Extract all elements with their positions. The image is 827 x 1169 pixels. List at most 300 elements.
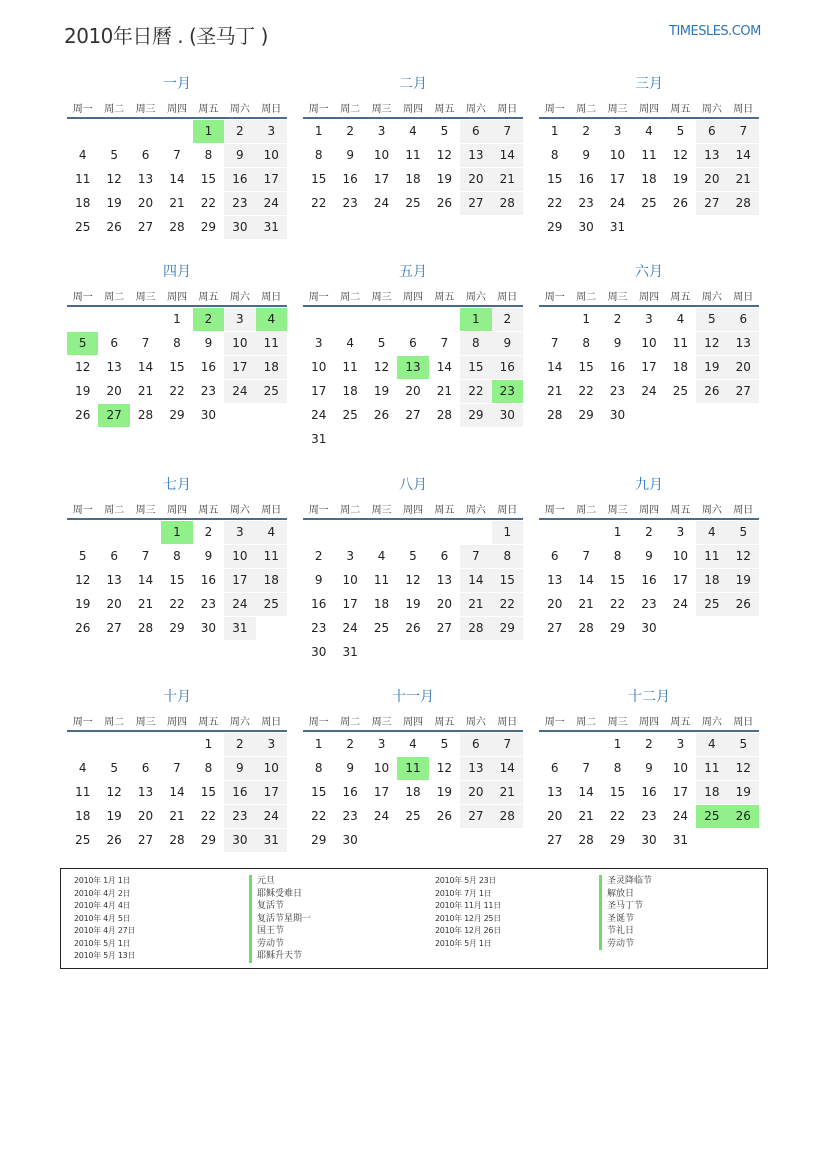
month-name: 一月 xyxy=(163,76,191,92)
day-cell: 23 xyxy=(311,621,327,635)
day-cell: 25 xyxy=(75,833,91,847)
day-cell: 12 xyxy=(696,332,727,355)
legend-date: 2010年 5月 1日 xyxy=(74,938,131,948)
header-rule xyxy=(539,730,759,732)
day-cell: 26 xyxy=(696,380,727,403)
day-cell: 1 xyxy=(613,737,622,751)
day-cell: 31 xyxy=(256,216,287,239)
day-cell: 30 xyxy=(200,408,217,422)
header-rule xyxy=(303,518,523,520)
header-rule xyxy=(539,117,759,119)
weekday-label: 周五 xyxy=(198,104,219,115)
day-cell: 16 xyxy=(641,785,657,799)
day-cell: 23 xyxy=(200,597,217,611)
day-cell: 28 xyxy=(436,408,453,422)
weekday-label: 周四 xyxy=(402,717,423,728)
weekday-label: 周日 xyxy=(261,505,282,516)
day-cell: 18 xyxy=(256,569,287,592)
day-cell: 28 xyxy=(578,621,594,635)
holiday-day-cell: 25 xyxy=(696,805,727,828)
day-cell: 17 xyxy=(609,172,626,186)
weekday-label: 周三 xyxy=(371,505,392,516)
day-cell: 10 xyxy=(256,144,287,167)
day-cell: 18 xyxy=(256,356,287,379)
weekday-label: 周五 xyxy=(434,505,455,516)
day-cell: 1 xyxy=(613,525,622,539)
weekday-label: 周三 xyxy=(135,292,156,303)
day-cell: 21 xyxy=(578,809,594,823)
day-cell: 11 xyxy=(75,172,91,186)
day-cell: 30 xyxy=(224,216,255,239)
day-cell: 7 xyxy=(492,120,523,143)
month-name: 十一月 xyxy=(392,689,434,705)
day-cell: 8 xyxy=(173,549,181,563)
day-cell: 13 xyxy=(460,144,491,167)
day-cell: 5 xyxy=(409,549,417,563)
weekday-label: 周日 xyxy=(261,104,282,115)
day-cell: 16 xyxy=(609,360,626,374)
day-cell: 29 xyxy=(169,621,185,635)
day-cell: 22 xyxy=(609,597,626,611)
day-cell: 30 xyxy=(200,621,217,635)
day-cell: 15 xyxy=(547,172,563,186)
header-rule xyxy=(539,305,759,307)
day-cell: 8 xyxy=(173,336,181,350)
header-rule xyxy=(539,518,759,520)
weekday-label: 周四 xyxy=(638,717,659,728)
day-cell: 18 xyxy=(75,196,91,210)
weekday-label: 周六 xyxy=(229,104,250,115)
day-cell: 31 xyxy=(672,833,689,847)
weekday-label: 周二 xyxy=(576,292,597,303)
day-cell: 20 xyxy=(547,809,563,823)
day-cell: 4 xyxy=(78,148,87,162)
day-cell: 27 xyxy=(436,621,453,635)
weekday-label: 周四 xyxy=(638,292,659,303)
day-cell: 4 xyxy=(346,336,354,350)
day-cell: 15 xyxy=(492,569,523,592)
month-name: 七月 xyxy=(163,477,191,493)
day-cell: 8 xyxy=(204,148,213,162)
day-cell: 19 xyxy=(728,569,759,592)
weekday-label: 周一 xyxy=(72,104,93,115)
day-cell: 24 xyxy=(373,809,390,823)
day-cell: 4 xyxy=(78,761,87,775)
weekday-label: 周日 xyxy=(733,292,754,303)
weekday-label: 周六 xyxy=(701,717,722,728)
weekday-label: 周四 xyxy=(638,104,659,115)
day-cell: 24 xyxy=(672,597,689,611)
day-cell: 21 xyxy=(492,168,523,191)
day-cell: 21 xyxy=(578,597,594,611)
day-cell: 26 xyxy=(106,220,122,234)
weekday-label: 周五 xyxy=(198,717,219,728)
day-cell: 10 xyxy=(672,549,689,563)
weekday-label: 周四 xyxy=(166,104,187,115)
day-cell: 2 xyxy=(224,733,255,756)
day-cell: 5 xyxy=(377,336,386,350)
day-cell: 12 xyxy=(75,360,91,374)
day-cell: 15 xyxy=(169,573,185,587)
day-cell: 16 xyxy=(224,168,255,191)
day-cell: 13 xyxy=(460,757,491,780)
day-cell: 6 xyxy=(440,549,449,563)
day-cell: 26 xyxy=(436,196,453,210)
legend-holiday-name: 节礼日 xyxy=(599,925,652,938)
day-cell: 23 xyxy=(224,192,255,215)
day-cell: 7 xyxy=(728,120,759,143)
day-cell: 22 xyxy=(200,196,217,210)
weekday-label: 周一 xyxy=(544,505,565,516)
day-cell: 26 xyxy=(75,621,91,635)
day-cell: 9 xyxy=(204,336,213,350)
day-cell: 3 xyxy=(676,525,685,539)
day-cell: 25 xyxy=(256,593,287,616)
day-cell: 20 xyxy=(460,168,491,191)
weekday-label: 周日 xyxy=(733,104,754,115)
day-cell: 5 xyxy=(110,761,118,775)
day-cell: 15 xyxy=(609,573,626,587)
weekday-label: 周三 xyxy=(607,505,628,516)
holiday-day-cell: 4 xyxy=(256,308,287,331)
legend-left-dates xyxy=(74,875,135,963)
day-cell: 8 xyxy=(314,148,323,162)
day-cell: 31 xyxy=(224,617,255,640)
day-cell: 16 xyxy=(200,573,217,587)
day-cell: 26 xyxy=(436,809,453,823)
day-cell: 17 xyxy=(311,384,327,398)
day-cell: 24 xyxy=(256,192,287,215)
weekday-label: 周三 xyxy=(371,292,392,303)
day-cell: 10 xyxy=(224,545,255,568)
day-cell: 25 xyxy=(641,196,657,210)
month-name: 三月 xyxy=(635,76,663,92)
day-cell: 10 xyxy=(641,336,657,350)
day-cell: 22 xyxy=(169,384,185,398)
day-cell: 19 xyxy=(405,597,421,611)
weekday-label: 周六 xyxy=(465,104,486,115)
weekday-label: 周一 xyxy=(308,505,329,516)
weekday-label: 周六 xyxy=(229,292,250,303)
day-cell: 19 xyxy=(728,781,759,804)
weekday-label: 周五 xyxy=(198,292,219,303)
day-cell: 10 xyxy=(373,761,390,775)
day-cell: 17 xyxy=(256,168,287,191)
day-cell: 16 xyxy=(492,356,523,379)
day-cell: 15 xyxy=(609,785,626,799)
day-cell: 20 xyxy=(106,597,122,611)
day-cell: 20 xyxy=(137,809,154,823)
day-cell: 24 xyxy=(609,196,626,210)
day-cell: 12 xyxy=(106,172,122,186)
weekday-label: 周一 xyxy=(72,292,93,303)
day-cell: 2 xyxy=(492,308,523,331)
weekday-label: 周一 xyxy=(308,292,329,303)
legend-date: 2010年 4月 5日 xyxy=(74,913,131,923)
day-cell: 29 xyxy=(609,621,626,635)
day-cell: 17 xyxy=(672,785,689,799)
day-cell: 14 xyxy=(492,144,523,167)
day-cell: 14 xyxy=(492,757,523,780)
day-cell: 2 xyxy=(645,737,653,751)
day-cell: 8 xyxy=(314,761,323,775)
day-cell: 19 xyxy=(106,809,122,823)
day-cell: 25 xyxy=(696,593,727,616)
day-cell: 24 xyxy=(342,621,358,635)
day-cell: 22 xyxy=(609,809,626,823)
day-cell: 13 xyxy=(728,332,759,355)
day-cell: 2 xyxy=(224,120,255,143)
weekday-label: 周五 xyxy=(670,505,691,516)
day-cell: 11 xyxy=(373,573,390,587)
day-cell: 11 xyxy=(405,148,421,162)
day-cell: 14 xyxy=(169,785,185,799)
day-cell: 17 xyxy=(342,597,358,611)
day-cell: 5 xyxy=(676,124,685,138)
day-cell: 3 xyxy=(377,124,386,138)
day-cell: 2 xyxy=(645,525,653,539)
weekday-label: 周三 xyxy=(607,292,628,303)
day-cell: 30 xyxy=(641,621,657,635)
page-title: 2010年日曆 . (圣马丁 ) xyxy=(64,24,268,48)
day-cell: 15 xyxy=(169,360,185,374)
day-cell: 21 xyxy=(169,196,185,210)
day-cell: 21 xyxy=(728,168,759,191)
day-cell: 28 xyxy=(169,220,185,234)
day-cell: 29 xyxy=(200,220,217,234)
day-cell: 3 xyxy=(256,733,287,756)
weekday-label: 周日 xyxy=(733,717,754,728)
day-cell: 29 xyxy=(200,833,217,847)
day-cell: 6 xyxy=(110,336,118,350)
day-cell: 2 xyxy=(314,549,323,563)
day-cell: 5 xyxy=(696,308,727,331)
day-cell: 31 xyxy=(342,645,358,659)
day-cell: 5 xyxy=(78,549,87,563)
weekday-label: 周四 xyxy=(166,717,187,728)
day-cell: 10 xyxy=(609,148,626,162)
holiday-day-cell: 11 xyxy=(397,757,428,780)
weekday-label: 周二 xyxy=(104,292,125,303)
day-cell: 17 xyxy=(224,356,255,379)
day-cell: 29 xyxy=(547,220,563,234)
day-cell: 12 xyxy=(728,757,759,780)
legend-date: 2010年 4月 4日 xyxy=(74,901,131,910)
day-cell: 24 xyxy=(224,593,255,616)
day-cell: 19 xyxy=(436,172,453,186)
day-cell: 3 xyxy=(645,312,653,326)
day-cell: 1 xyxy=(314,737,323,751)
weekday-label: 周五 xyxy=(670,717,691,728)
day-cell: 11 xyxy=(75,785,91,799)
day-cell: 5 xyxy=(728,733,759,756)
day-cell: 20 xyxy=(436,597,453,611)
day-cell: 20 xyxy=(547,597,563,611)
day-cell: 8 xyxy=(460,332,491,355)
day-cell: 16 xyxy=(311,597,327,611)
day-cell: 1 xyxy=(582,312,590,326)
header-rule xyxy=(67,117,287,119)
month-name: 五月 xyxy=(399,264,427,280)
day-cell: 24 xyxy=(224,380,255,403)
weekday-label: 周六 xyxy=(465,717,486,728)
day-cell: 6 xyxy=(696,120,727,143)
day-cell: 2 xyxy=(582,124,590,138)
day-cell: 27 xyxy=(460,192,491,215)
day-cell: 7 xyxy=(173,148,181,162)
day-cell: 3 xyxy=(377,737,386,751)
day-cell: 13 xyxy=(436,573,453,587)
legend-holiday-name: 劳动节 xyxy=(599,938,652,951)
day-cell: 18 xyxy=(641,172,657,186)
day-cell: 18 xyxy=(373,597,390,611)
day-cell: 9 xyxy=(224,144,255,167)
weekday-label: 周三 xyxy=(371,104,392,115)
day-cell: 6 xyxy=(550,761,559,775)
day-cell: 16 xyxy=(224,781,255,804)
holiday-day-cell: 2 xyxy=(193,308,224,331)
day-cell: 27 xyxy=(728,380,759,403)
day-cell: 30 xyxy=(609,408,626,422)
day-cell: 11 xyxy=(696,757,727,780)
weekday-label: 周二 xyxy=(576,505,597,516)
holiday-day-cell: 5 xyxy=(67,332,98,355)
day-cell: 29 xyxy=(492,617,523,640)
day-cell: 30 xyxy=(578,220,594,234)
day-cell: 23 xyxy=(224,805,255,828)
day-cell: 24 xyxy=(256,805,287,828)
day-cell: 10 xyxy=(342,573,358,587)
weekday-label: 周三 xyxy=(135,717,156,728)
legend-date: 2010年 4月 27日 xyxy=(74,926,136,935)
day-cell: 7 xyxy=(173,761,181,775)
day-cell: 4 xyxy=(696,733,727,756)
day-cell: 4 xyxy=(645,124,653,138)
legend-holiday-name: 圣马丁节 xyxy=(599,900,652,913)
day-cell: 21 xyxy=(137,384,154,398)
weekday-label: 周一 xyxy=(308,717,329,728)
day-cell: 6 xyxy=(110,549,118,563)
day-cell: 5 xyxy=(440,124,449,138)
weekday-label: 周二 xyxy=(340,717,361,728)
legend-right-dates xyxy=(435,875,501,950)
day-cell: 25 xyxy=(342,408,358,422)
day-cell: 23 xyxy=(342,809,358,823)
day-cell: 23 xyxy=(342,196,358,210)
weekday-label: 周日 xyxy=(261,717,282,728)
day-cell: 24 xyxy=(373,196,390,210)
day-cell: 7 xyxy=(141,336,150,350)
day-cell: 2 xyxy=(346,737,354,751)
day-cell: 6 xyxy=(460,733,491,756)
day-cell: 28 xyxy=(169,833,185,847)
day-cell: 11 xyxy=(696,545,727,568)
day-cell: 17 xyxy=(224,569,255,592)
header-rule xyxy=(303,730,523,732)
day-cell: 22 xyxy=(200,809,217,823)
day-cell: 13 xyxy=(106,360,122,374)
day-cell: 20 xyxy=(696,168,727,191)
weekday-label: 周一 xyxy=(544,717,565,728)
day-cell: 26 xyxy=(672,196,689,210)
weekday-label: 周日 xyxy=(261,292,282,303)
day-cell: 19 xyxy=(75,597,91,611)
day-cell: 8 xyxy=(613,761,622,775)
day-cell: 9 xyxy=(204,549,213,563)
legend-holiday-name: 劳动节 xyxy=(249,938,311,951)
day-cell: 1 xyxy=(550,124,559,138)
weekday-label: 周五 xyxy=(434,717,455,728)
day-cell: 15 xyxy=(578,360,594,374)
day-cell: 31 xyxy=(311,432,327,446)
day-cell: 11 xyxy=(342,360,358,374)
legend-holiday-name: 圣诞节 xyxy=(599,913,652,926)
day-cell: 9 xyxy=(582,148,590,162)
weekday-label: 周三 xyxy=(607,717,628,728)
day-cell: 27 xyxy=(137,833,154,847)
day-cell: 13 xyxy=(696,144,727,167)
day-cell: 29 xyxy=(578,408,594,422)
day-cell: 1 xyxy=(204,737,213,751)
day-cell: 14 xyxy=(728,144,759,167)
weekday-label: 周四 xyxy=(166,505,187,516)
day-cell: 12 xyxy=(728,545,759,568)
weekday-label: 周六 xyxy=(465,292,486,303)
holiday-day-cell: 1 xyxy=(193,120,224,143)
header-rule xyxy=(67,730,287,732)
day-cell: 8 xyxy=(550,148,559,162)
header-rule xyxy=(303,117,523,119)
weekday-label: 周二 xyxy=(104,505,125,516)
day-cell: 4 xyxy=(409,124,417,138)
day-cell: 7 xyxy=(550,336,559,350)
legend-holiday-name: 元旦 xyxy=(249,875,311,888)
weekday-label: 周二 xyxy=(340,505,361,516)
weekday-label: 周二 xyxy=(576,104,597,115)
day-cell: 9 xyxy=(314,573,323,587)
day-cell: 20 xyxy=(728,356,759,379)
weekday-label: 周三 xyxy=(135,104,156,115)
holiday-day-cell: 23 xyxy=(492,380,523,403)
day-cell: 5 xyxy=(728,521,759,544)
weekday-label: 周日 xyxy=(733,505,754,516)
day-cell: 21 xyxy=(460,593,491,616)
day-cell: 14 xyxy=(137,573,154,587)
day-cell: 19 xyxy=(373,384,390,398)
day-cell: 7 xyxy=(582,761,590,775)
day-cell: 20 xyxy=(405,384,421,398)
legend-date: 2010年 1月 1日 xyxy=(74,876,131,885)
weekday-label: 周三 xyxy=(371,717,392,728)
day-cell: 10 xyxy=(256,757,287,780)
day-cell: 6 xyxy=(141,761,150,775)
day-cell: 11 xyxy=(256,545,287,568)
weekday-label: 周二 xyxy=(104,717,125,728)
weekday-label: 周四 xyxy=(402,292,423,303)
legend-date: 2010年 12月 26日 xyxy=(435,926,501,935)
day-cell: 19 xyxy=(436,785,453,799)
day-cell: 27 xyxy=(460,805,491,828)
weekday-label: 周三 xyxy=(607,104,628,115)
day-cell: 25 xyxy=(405,809,421,823)
day-cell: 13 xyxy=(137,785,154,799)
day-cell: 19 xyxy=(75,384,91,398)
day-cell: 7 xyxy=(440,336,449,350)
day-cell: 31 xyxy=(609,220,626,234)
day-cell: 26 xyxy=(106,833,122,847)
legend-holiday-name: 复活节 xyxy=(249,900,311,913)
weekday-label: 周六 xyxy=(229,717,250,728)
